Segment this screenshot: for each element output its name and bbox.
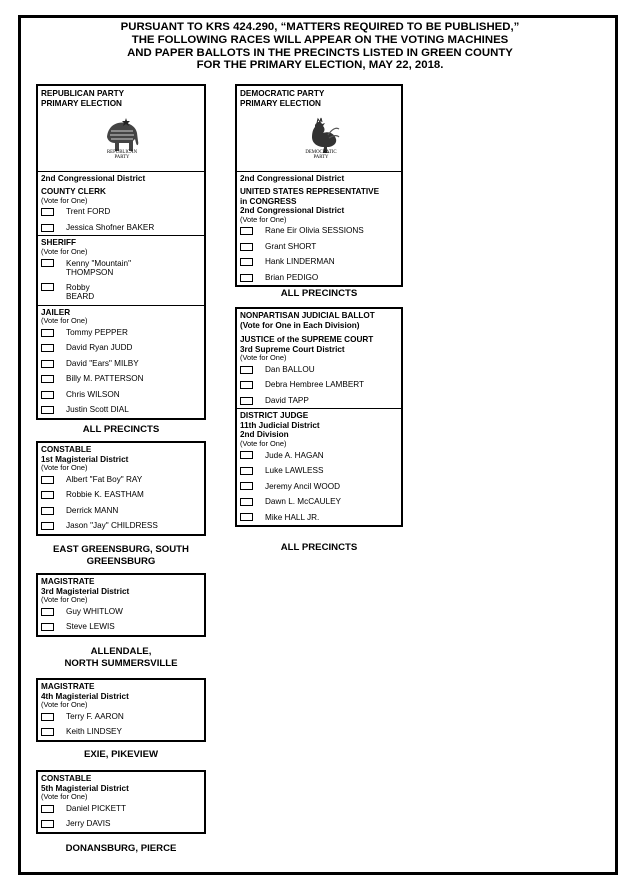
race-section (38, 235, 204, 304)
candidate-option[interactable] (240, 365, 397, 375)
candidate-name-line: Dawn L. McCAULEY (265, 497, 341, 507)
candidate-name-line: Tommy PEPPER (66, 327, 128, 337)
candidate-name (66, 819, 110, 829)
candidate-name (66, 405, 129, 415)
republican-party-header (38, 86, 204, 171)
candidate-name (265, 513, 319, 523)
candidate-option[interactable] (41, 328, 200, 338)
vote-checkbox[interactable] (41, 259, 54, 267)
vote-checkbox[interactable] (240, 227, 253, 235)
vote-checkbox[interactable] (41, 224, 54, 232)
race-title-line: JUSTICE of the SUPREME COURT (240, 335, 374, 344)
vote-checkbox[interactable] (240, 451, 253, 459)
vote-checkbox[interactable] (41, 283, 54, 291)
vote-checkbox[interactable] (240, 397, 253, 405)
vote-checkbox[interactable] (41, 713, 54, 721)
candidate-name-line: Keith LINDSEY (66, 727, 122, 737)
candidate-option[interactable] (41, 374, 200, 384)
candidate-option[interactable] (240, 451, 397, 461)
emblem-caption-line: PARTY (114, 155, 130, 161)
judicial-title (240, 311, 397, 330)
race-title-line: 5th Magisterial District (41, 783, 129, 793)
candidate-name (66, 521, 158, 531)
candidate-name-line: THOMPSON (66, 268, 114, 278)
vote-checkbox[interactable] (240, 366, 253, 374)
congressional-district: 2nd Congressional District (237, 171, 401, 185)
race-title (41, 445, 200, 464)
candidate-option[interactable] (240, 497, 397, 507)
race-section (237, 333, 401, 408)
precinct-label (36, 646, 206, 669)
candidate-option[interactable] (41, 622, 200, 632)
notice-heading (30, 21, 610, 72)
candidate-name-line: Trent FORD (66, 207, 111, 217)
candidate-name-line: Debra Hembree LAMBERT (265, 380, 365, 390)
vote-instruction: (Vote for One) (41, 792, 88, 801)
precinct-line: ALL PRECINCTS (82, 424, 160, 435)
candidate-name-line: Robby (66, 282, 90, 292)
vote-instruction: (Vote for One) (41, 316, 88, 326)
candidate-name (265, 451, 324, 461)
candidate-name (66, 607, 123, 617)
candidate-name-line: Jeremy Ancil WOOD (265, 481, 341, 491)
candidate-option[interactable] (240, 380, 397, 390)
candidate-name (66, 506, 118, 516)
party-title-line: REPUBLICAN PARTY (41, 89, 125, 98)
candidate-name (66, 374, 143, 384)
vote-checkbox[interactable] (41, 608, 54, 616)
candidate-name-line: Albert "Fat Boy" RAY (66, 474, 143, 484)
judicial-title-line: NONPARTISAN JUDICIAL BALLOT (240, 311, 375, 320)
candidate-option[interactable] (240, 226, 397, 236)
race-section (38, 575, 204, 635)
precinct-line: EAST GREENSBURG, SOUTH (53, 544, 189, 555)
candidate-option[interactable] (41, 727, 200, 737)
party-title (41, 89, 124, 108)
party-title-line: PRIMARY ELECTION (41, 98, 122, 108)
vote-checkbox[interactable] (41, 329, 54, 337)
candidate-option[interactable] (41, 207, 200, 217)
party-title-line: PRIMARY ELECTION (240, 98, 321, 108)
precinct-label (36, 424, 206, 436)
vote-checkbox[interactable] (41, 360, 54, 368)
race-title-line: 2nd Congressional District (240, 206, 345, 215)
vote-checkbox[interactable] (240, 274, 253, 282)
race-title-line: 1st Magisterial District (41, 454, 129, 464)
race-title (41, 682, 200, 701)
vote-checkbox[interactable] (240, 381, 253, 389)
vote-checkbox[interactable] (41, 491, 54, 499)
candidate-name-line: Dan BALLOU (265, 364, 315, 374)
candidate-option[interactable] (41, 607, 200, 617)
vote-checkbox[interactable] (41, 208, 54, 216)
candidate-option[interactable] (41, 343, 200, 353)
candidate-name-line: Jessica Shofner BAKER (66, 222, 155, 232)
judicial-title-line: (Vote for One in Each Division) (240, 320, 360, 330)
candidate-option[interactable] (240, 396, 397, 406)
candidate-name (66, 727, 122, 737)
candidate-name (66, 328, 128, 338)
candidate-option[interactable] (41, 390, 200, 400)
candidate-name-line: Billy M. PATTERSON (66, 374, 144, 384)
precinct-label (235, 288, 403, 300)
candidate-name-line: Mike HALL JR. (265, 512, 320, 522)
race-title (240, 187, 397, 216)
candidate-option[interactable] (41, 506, 200, 516)
candidate-name-line: Rane Eir Olivia SESSIONS (265, 226, 364, 236)
candidate-name (265, 466, 323, 476)
candidate-option[interactable] (240, 466, 397, 476)
race-title-line: 11th Judicial District (240, 420, 320, 430)
magistrate-3rd-district-ballot (36, 573, 206, 637)
vote-checkbox[interactable] (240, 482, 253, 490)
emblem-caption-line: REPUBLICAN (106, 150, 138, 155)
candidate-name (265, 242, 316, 252)
constable-1st-district-ballot (36, 441, 206, 536)
candidate-name-line: Jason "Jay" CHILDRESS (66, 521, 158, 531)
candidate-option[interactable] (240, 513, 397, 523)
candidate-name (66, 390, 120, 400)
candidate-option[interactable] (240, 273, 397, 283)
candidate-name-line: BEARD (66, 292, 95, 302)
congressional-district: 2nd Congressional District (38, 171, 204, 185)
race-title-line: CONSTABLE (41, 445, 92, 454)
race-section (38, 680, 204, 740)
heading-line: PURSUANT TO KRS 424.290, “MATTERS REQUIRED TO BE PUBLISHED,” (120, 21, 520, 33)
candidate-option[interactable] (41, 521, 200, 531)
emblem-caption-line: PARTY (313, 155, 329, 161)
vote-checkbox[interactable] (240, 513, 253, 521)
candidate-name (66, 490, 144, 500)
vote-checkbox[interactable] (240, 467, 253, 475)
candidate-option[interactable] (41, 712, 200, 722)
race-title-line: in CONGRESS (240, 196, 297, 206)
candidate-name-line: David TAPP (265, 395, 309, 405)
race-title-line: MAGISTRATE (41, 577, 95, 586)
candidate-option[interactable] (41, 359, 200, 369)
candidate-option[interactable] (41, 475, 200, 485)
vote-checkbox[interactable] (240, 243, 253, 251)
candidate-name-line: Terry F. AARON (66, 711, 124, 721)
precinct-line: EXIE, PIKEVIEW (83, 749, 159, 760)
race-title (240, 411, 397, 440)
candidate-name-line: Luke LAWLESS (265, 466, 324, 476)
candidate-name-line: Guy WHITLOW (66, 606, 123, 616)
republican-ballot (36, 84, 206, 420)
candidate-option[interactable] (41, 259, 200, 278)
race-title-line: MAGISTRATE (41, 682, 95, 691)
vote-checkbox[interactable] (240, 498, 253, 506)
candidate-name-line: David "Ears" MILBY (66, 358, 139, 368)
democratic-party-header (237, 86, 401, 171)
race-section (237, 185, 401, 285)
candidate-name (265, 365, 315, 375)
precinct-line: ALL PRECINCTS (280, 288, 358, 299)
candidate-name-line: David Ryan JUDD (66, 343, 133, 353)
candidate-name-line: Jude A. HAGAN (265, 450, 324, 460)
candidate-name-line: Justin Scott DIAL (66, 405, 129, 415)
candidate-name (66, 475, 142, 485)
candidate-name-line: Derrick MANN (66, 505, 119, 515)
candidate-name (265, 482, 340, 492)
nonpartisan-judicial-ballot (235, 307, 403, 527)
candidate-name-line: Brian PEDIGO (265, 272, 319, 282)
vote-checkbox[interactable] (41, 375, 54, 383)
candidate-name-line: Hank LINDERMAN (265, 257, 335, 267)
race-title (41, 577, 200, 596)
vote-checkbox[interactable] (240, 258, 253, 266)
heading-line: THE FOLLOWING RACES WILL APPEAR ON THE VOTING MACHINES (131, 33, 509, 46)
party-title-line: DEMOCRATIC PARTY (240, 89, 325, 98)
vote-checkbox[interactable] (41, 820, 54, 828)
candidate-name (265, 226, 364, 236)
vote-checkbox[interactable] (41, 507, 54, 515)
race-title-line: UNITED STATES REPRESENTATIVE (240, 187, 380, 196)
precinct-line: ALL PRECINCTS (280, 542, 358, 553)
candidate-option[interactable] (240, 482, 397, 492)
race-title-line: SHERIFF (41, 238, 77, 248)
emblem-caption-line: DEMOCRATIC (305, 150, 337, 155)
precinct-line: DONANSBURG, PIERCE (65, 843, 177, 854)
race-section (38, 443, 204, 534)
precinct-line: NORTH SUMMERSVILLE (64, 657, 178, 669)
candidate-name-line: Jerry DAVIS (66, 819, 111, 829)
candidate-option[interactable] (41, 283, 200, 302)
candidate-name (66, 259, 131, 278)
precinct-label (235, 542, 403, 554)
race-title (240, 335, 397, 354)
heading-line: FOR THE PRIMARY ELECTION, MAY 22, 2018. (196, 59, 444, 72)
vote-instruction: (Vote for One) (240, 438, 287, 448)
vote-instruction: (Vote for One) (240, 214, 287, 224)
vote-instruction: (Vote for One) (41, 246, 88, 256)
candidate-name (66, 712, 124, 722)
vote-checkbox[interactable] (41, 728, 54, 736)
candidate-option[interactable] (41, 405, 200, 415)
vote-instruction: (Vote for One) (41, 463, 88, 472)
precinct-label (36, 544, 206, 567)
heading-line: AND PAPER BALLOTS IN THE PRECINCTS LISTED IN GREEN COUNTY (127, 46, 513, 59)
candidate-option[interactable] (41, 490, 200, 500)
precinct-label (36, 749, 206, 761)
candidate-name (265, 497, 341, 507)
magistrate-4th-district-ballot (36, 678, 206, 742)
vote-instruction: (Vote for One) (41, 195, 88, 205)
race-section (38, 305, 204, 418)
candidate-option[interactable] (41, 223, 200, 233)
candidate-name-line: Steve LEWIS (66, 622, 115, 632)
candidate-name (265, 396, 309, 406)
race-section (38, 185, 204, 235)
vote-checkbox[interactable] (41, 805, 54, 813)
vote-checkbox[interactable] (41, 344, 54, 352)
candidate-name (66, 207, 110, 217)
vote-checkbox[interactable] (41, 476, 54, 484)
candidate-option[interactable] (240, 257, 397, 267)
race-section (38, 772, 204, 832)
candidate-name-line: Daniel PICKETT (66, 803, 127, 813)
vote-instruction: (Vote for One) (41, 595, 88, 604)
race-title-line: JAILER (41, 307, 71, 317)
race-title-line: 3rd Supreme Court District (240, 344, 345, 354)
candidate-option[interactable] (41, 804, 200, 814)
vote-instruction: (Vote for One) (240, 353, 287, 362)
candidate-name (66, 223, 154, 233)
candidate-option[interactable] (41, 819, 200, 829)
race-title-line: 2nd Division (240, 430, 289, 440)
judicial-ballot-header (237, 309, 401, 333)
democratic-ballot (235, 84, 403, 287)
candidate-name (265, 380, 364, 390)
candidate-name (265, 257, 335, 267)
precinct-line: GREENSBURG (86, 555, 156, 567)
emblem-caption (291, 150, 351, 160)
vote-checkbox[interactable] (41, 391, 54, 399)
precinct-label (36, 843, 206, 855)
race-section (237, 408, 401, 525)
vote-checkbox[interactable] (41, 623, 54, 631)
emblem-caption (92, 150, 152, 160)
candidate-name (66, 343, 132, 353)
candidate-option[interactable] (240, 242, 397, 252)
candidate-name (66, 283, 94, 302)
candidate-name-line: Chris WILSON (66, 389, 120, 399)
vote-checkbox[interactable] (41, 522, 54, 530)
precinct-line: ALLENDALE, (90, 646, 152, 657)
race-title-line: COUNTY CLERK (41, 187, 106, 196)
race-title-line: CONSTABLE (41, 774, 92, 783)
party-title (240, 89, 324, 108)
candidate-name-line: Robbie K. EASTHAM (66, 490, 144, 500)
candidate-name-line: Kenny "Mountain" (66, 258, 131, 268)
race-title-line: 3rd Magisterial District (41, 586, 130, 596)
candidate-name (66, 804, 126, 814)
candidate-name (66, 359, 139, 369)
race-title-line: 4th Magisterial District (41, 691, 129, 701)
race-title-line: DISTRICT JUDGE (240, 411, 309, 421)
vote-instruction: (Vote for One) (41, 700, 88, 709)
race-title (41, 774, 200, 793)
vote-checkbox[interactable] (41, 406, 54, 414)
constable-5th-district-ballot (36, 770, 206, 834)
candidate-name-line: Grant SHORT (265, 241, 317, 251)
candidate-name (66, 622, 115, 632)
candidate-name (265, 273, 318, 283)
